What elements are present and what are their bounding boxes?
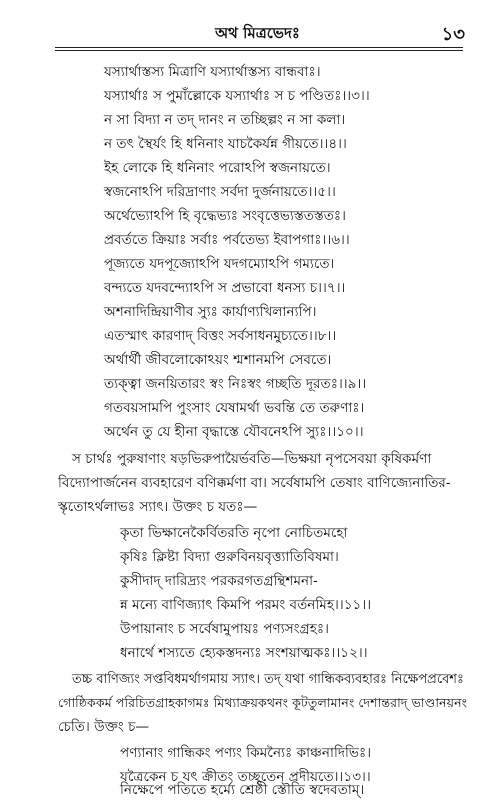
verse-line: উপায়ানাং চ সর্বেষামুপায়ঃ পণ্যসংগ্রহঃ।	[120, 621, 329, 637]
verse-line: যত্রৈকেন চ যৎ ক্রীতং তচ্ছতেন প্রদীয়তে।।১৩।।	[120, 769, 371, 785]
page-number: ১৩	[441, 24, 465, 45]
verse-line: পূজ্যতে যদপূজ্যোঽপি যদগম্যোঽপি গম্যতে।	[104, 256, 335, 272]
verse-line: ধনার্থে শস্যতে হ্যেকস্তদন্যঃ সংশয়াত্মকঃ।।১২।।	[120, 645, 368, 661]
verse-line: স্বজনোঽপি দরিদ্রাণাং সর্বদা দুর্জনায়তে।।৫।।	[104, 184, 336, 200]
verse-line: ন্ন মন্যে বাণিজ্যাৎ কিমপি পরমং বর্তনমিহ।।১১।।	[120, 597, 372, 613]
verse-line: প্রবর্ততে ক্রিয়াঃ সর্বাঃ পর্বতেভ্য ইবাপগাঃ।।৬।।	[104, 232, 350, 248]
verse-line: ত্যক্ত্বা জনয়িতারং স্বং নিঃস্বং গচ্ছতি দূরতঃ।।৯।।	[104, 376, 367, 392]
verse-line: কৃষিঃ ক্লিষ্টা বিদ্যা গুরুবিনয়বৃত্ত্যাতিবিষমা।	[120, 549, 339, 565]
verse-line: গতবয়সামপি পুংসাং যেষামর্থা ভবন্তি তে তরুণাঃ।	[104, 400, 365, 416]
prose-line: গোষ্ঠিককর্ম পরিচিতগ্রাহকাগমঃ মিথ্যাক্রয়কথনং কূটতুলামানং দেশান্তরাদ্ ভাণ্ডানয়নং	[58, 695, 468, 710]
verse-line: অর্থেন তু যে হীনা বৃদ্ধাস্তে যৌবনেঽপি স্যুঃ।।১০।।	[104, 424, 364, 440]
verse-line: নিক্ষেপে পতিতে হর্ম্যে শ্রেষ্ঠী স্তৌতি স্বদেবতাম্।	[120, 782, 365, 798]
prose-line: স্কৃতোঽর্থলাভঃ স্যাৎ। উক্তং চ যতঃ—	[58, 499, 258, 515]
verse-line: কুসীদাদ্ দারিদ্র্যং পরকরগতগ্রন্থিশমনা-	[120, 573, 318, 589]
page-header	[50, 18, 465, 46]
verse-line: ইহ লোকে হি ধনিনাং পরোঽপি স্বজনায়তে।	[104, 160, 331, 176]
verse-line: অশনাদিন্দ্রিয়াণীব স্যুঃ কার্যাণ্যখিলান্যপি।	[104, 304, 317, 320]
verse-line: বন্দ্যতে যদবন্দ্যোঽপি স প্রভাবো ধনস্য চ।।৭।।	[104, 280, 346, 296]
prose-line: চেতি। উক্তং চ—	[58, 719, 150, 735]
prose-line: স চার্থঃ পুরুষাণাং ষড়ভিরুপায়ৈর্ভবতি—ভিক্ষয়া নৃপসেবয়া কৃষিকর্মণা	[72, 451, 432, 467]
verse-line: ন সা বিদ্যা ন তদ্ দানং ন তচ্ছিল্পং ন সা কলা।	[104, 112, 346, 128]
prose-line: বিদ্যোপার্জনেন ব্যবহারেণ বণিক্কর্মণা বা। সর্বেষামপি তেষাং বাণিজ্যেনাতির-	[58, 475, 451, 491]
verse-line: কৃতা ভিক্ষানেকৈর্বিতরতি নৃপো নোচিতমহো	[120, 525, 348, 541]
verse-line: অর্থার্থী জীবলোকোঽয়ং শ্মশানমপি সেবতে।	[104, 352, 332, 368]
verse-line: অর্থেভ্যোঽপি হি বৃদ্ধেভ্যঃ সংবৃত্তেভ্যস্ততস্ততঃ।	[104, 208, 347, 224]
verse-line: এতস্মাৎ কারণাদ্ বিত্তং সর্বসাধনমুচ্যতে।।৮।।	[104, 328, 337, 344]
verse-line: যস্যার্থাঃ স পুমাঁল্লোকে যস্যার্থাঃ স চ পণ্ডিতঃ।।৩।।	[104, 88, 370, 104]
verse-line: যস্যার্থাস্তস্য মিত্রাণি যস্যার্থাস্তস্য বান্ধবাঃ।	[104, 64, 321, 80]
header-rule-bottom	[55, 50, 463, 51]
header-rule-top	[55, 47, 463, 48]
verse-line: পণ্যানাং গান্ধিকং পণ্যং কিমন্যৈঃ কাঞ্চনাদিভিঃ।	[120, 745, 372, 761]
prose-line: তচ্চ বাণিজ্যং সপ্তবিধমর্থাগমায় স্যাৎ। তদ্ যথা গান্ধিকব্যবহারঃ নিক্ষেপপ্রবেশঃ	[72, 672, 464, 687]
verse-line: ন তৎ স্থৈর্যং হি ধনিনাং যাচকৈর্যন্ন গীয়তে।।৪।।	[104, 136, 347, 152]
page-title: অথ মিত্রভেদঃ	[215, 24, 300, 42]
